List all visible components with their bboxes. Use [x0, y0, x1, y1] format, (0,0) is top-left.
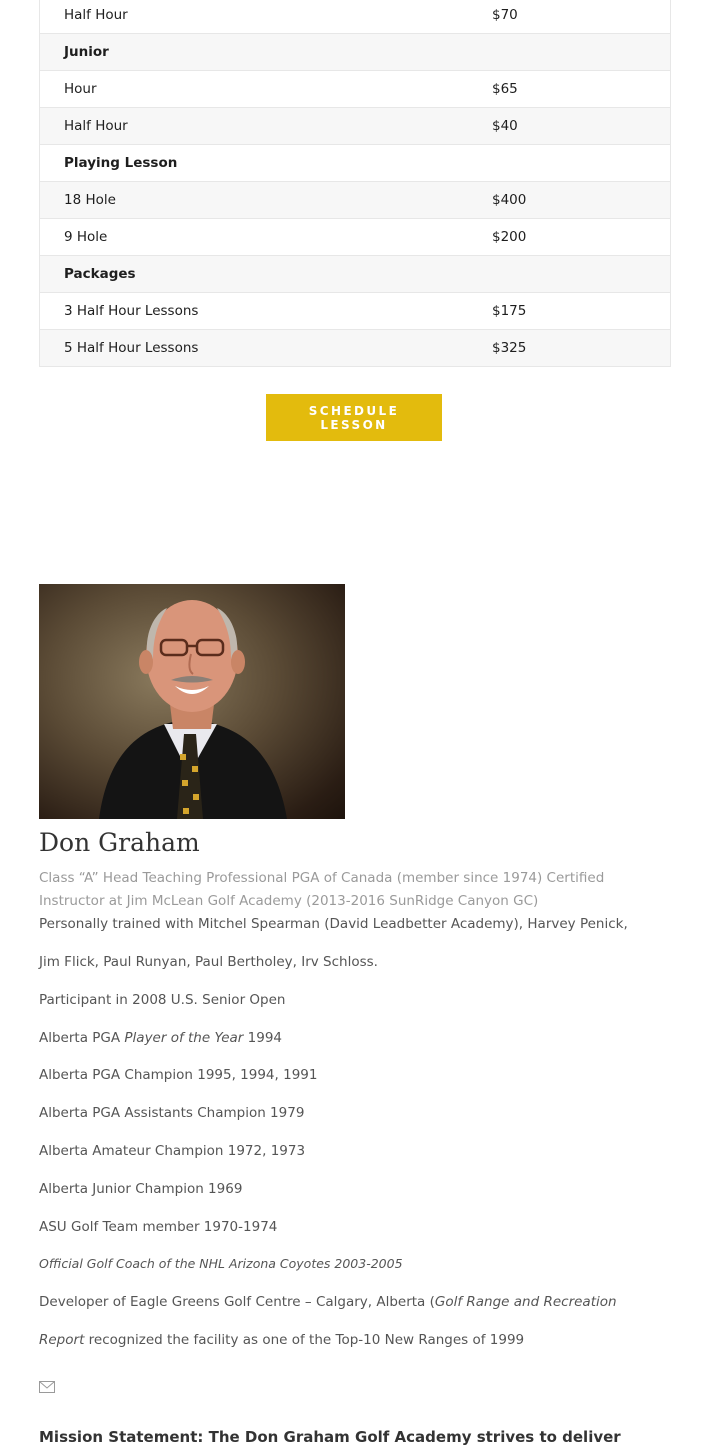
- bio-asu-team: ASU Golf Team member 1970-1974: [39, 1219, 278, 1235]
- bio-junior-champion: Alberta Junior Champion 1969: [39, 1181, 243, 1197]
- price-label: Junior: [64, 44, 109, 60]
- price-label: 18 Hole: [64, 192, 116, 208]
- bio-coyotes-coach: Official Golf Coach of the NHL Arizona Coyotes 2003-2005: [39, 1256, 403, 1271]
- price-label: Playing Lesson: [64, 155, 178, 171]
- price-section-heading: [40, 144, 670, 181]
- price-row: [40, 70, 670, 107]
- price-label: 3 Half Hour Lessons: [64, 303, 199, 319]
- bio-italic-text: Player of the Year: [124, 1030, 244, 1046]
- bio-italic-text: Report: [39, 1332, 85, 1348]
- price-row: [40, 292, 670, 329]
- bio-amateur-champion: Alberta Amateur Champion 1972, 1973: [39, 1143, 306, 1159]
- envelope-icon[interactable]: [39, 1378, 55, 1390]
- bio-eagle-greens: [39, 1294, 617, 1310]
- price-label: 5 Half Hour Lessons: [64, 340, 199, 356]
- instructor-name: Don Graham: [39, 828, 200, 857]
- price-value: $70: [492, 7, 518, 23]
- price-row: [40, 329, 670, 366]
- price-label: Half Hour: [64, 7, 128, 23]
- instructor-credentials: Class “A” Head Teaching Professional PGA of Canada (member since 1974) Certified Instructor at Jim McLean Golf Academy (2013-2016 SunRidge Canyon GC): [39, 870, 605, 909]
- instructor-portrait: [39, 584, 345, 819]
- bio-text: Alberta PGA: [39, 1030, 125, 1046]
- price-row: [40, 0, 670, 33]
- price-value: $200: [492, 229, 527, 245]
- bio-report: [39, 1332, 524, 1348]
- price-value: $40: [492, 118, 518, 134]
- price-value: $400: [492, 192, 527, 208]
- price-label: Half Hour: [64, 118, 128, 134]
- schedule-lesson-button[interactable]: SCHEDULE LESSON: [266, 394, 442, 441]
- bio-trained-line-2: Jim Flick, Paul Runyan, Paul Bertholey, Irv Schloss.: [39, 954, 378, 970]
- price-row: [40, 218, 670, 255]
- bio-senior-open: Participant in 2008 U.S. Senior Open: [39, 992, 286, 1008]
- price-section-heading: [40, 255, 670, 292]
- bio-player-of-year: [39, 1030, 282, 1046]
- bio-assistants-champion: Alberta PGA Assistants Champion 1979: [39, 1105, 305, 1121]
- price-section-heading: [40, 33, 670, 70]
- price-label: Packages: [64, 266, 136, 282]
- bio-text: 1994: [243, 1030, 283, 1046]
- price-row: [40, 181, 670, 218]
- bio-italic-text: Golf Range and Recreation: [434, 1294, 617, 1310]
- price-label: 9 Hole: [64, 229, 108, 245]
- lesson-price-table: [39, 0, 671, 367]
- bio-pga-champion: Alberta PGA Champion 1995, 1994, 1991: [39, 1067, 318, 1083]
- bio-text: Developer of Eagle Greens Golf Centre – Calgary, Alberta (: [39, 1294, 435, 1310]
- mission-statement: Mission Statement: The Don Graham Golf Academy strives to deliver: [39, 1428, 621, 1446]
- price-value: $175: [492, 303, 527, 319]
- price-value: $65: [492, 81, 518, 97]
- bio-text: recognized the facility as one of the Top-10 New Ranges of 1999: [84, 1332, 525, 1348]
- price-row: [40, 107, 670, 144]
- bio-trained-line-1: Personally trained with Mitchel Spearman (David Leadbetter Academy), Harvey Penick,: [39, 916, 628, 932]
- price-value: $325: [492, 340, 527, 356]
- price-label: Hour: [64, 81, 97, 97]
